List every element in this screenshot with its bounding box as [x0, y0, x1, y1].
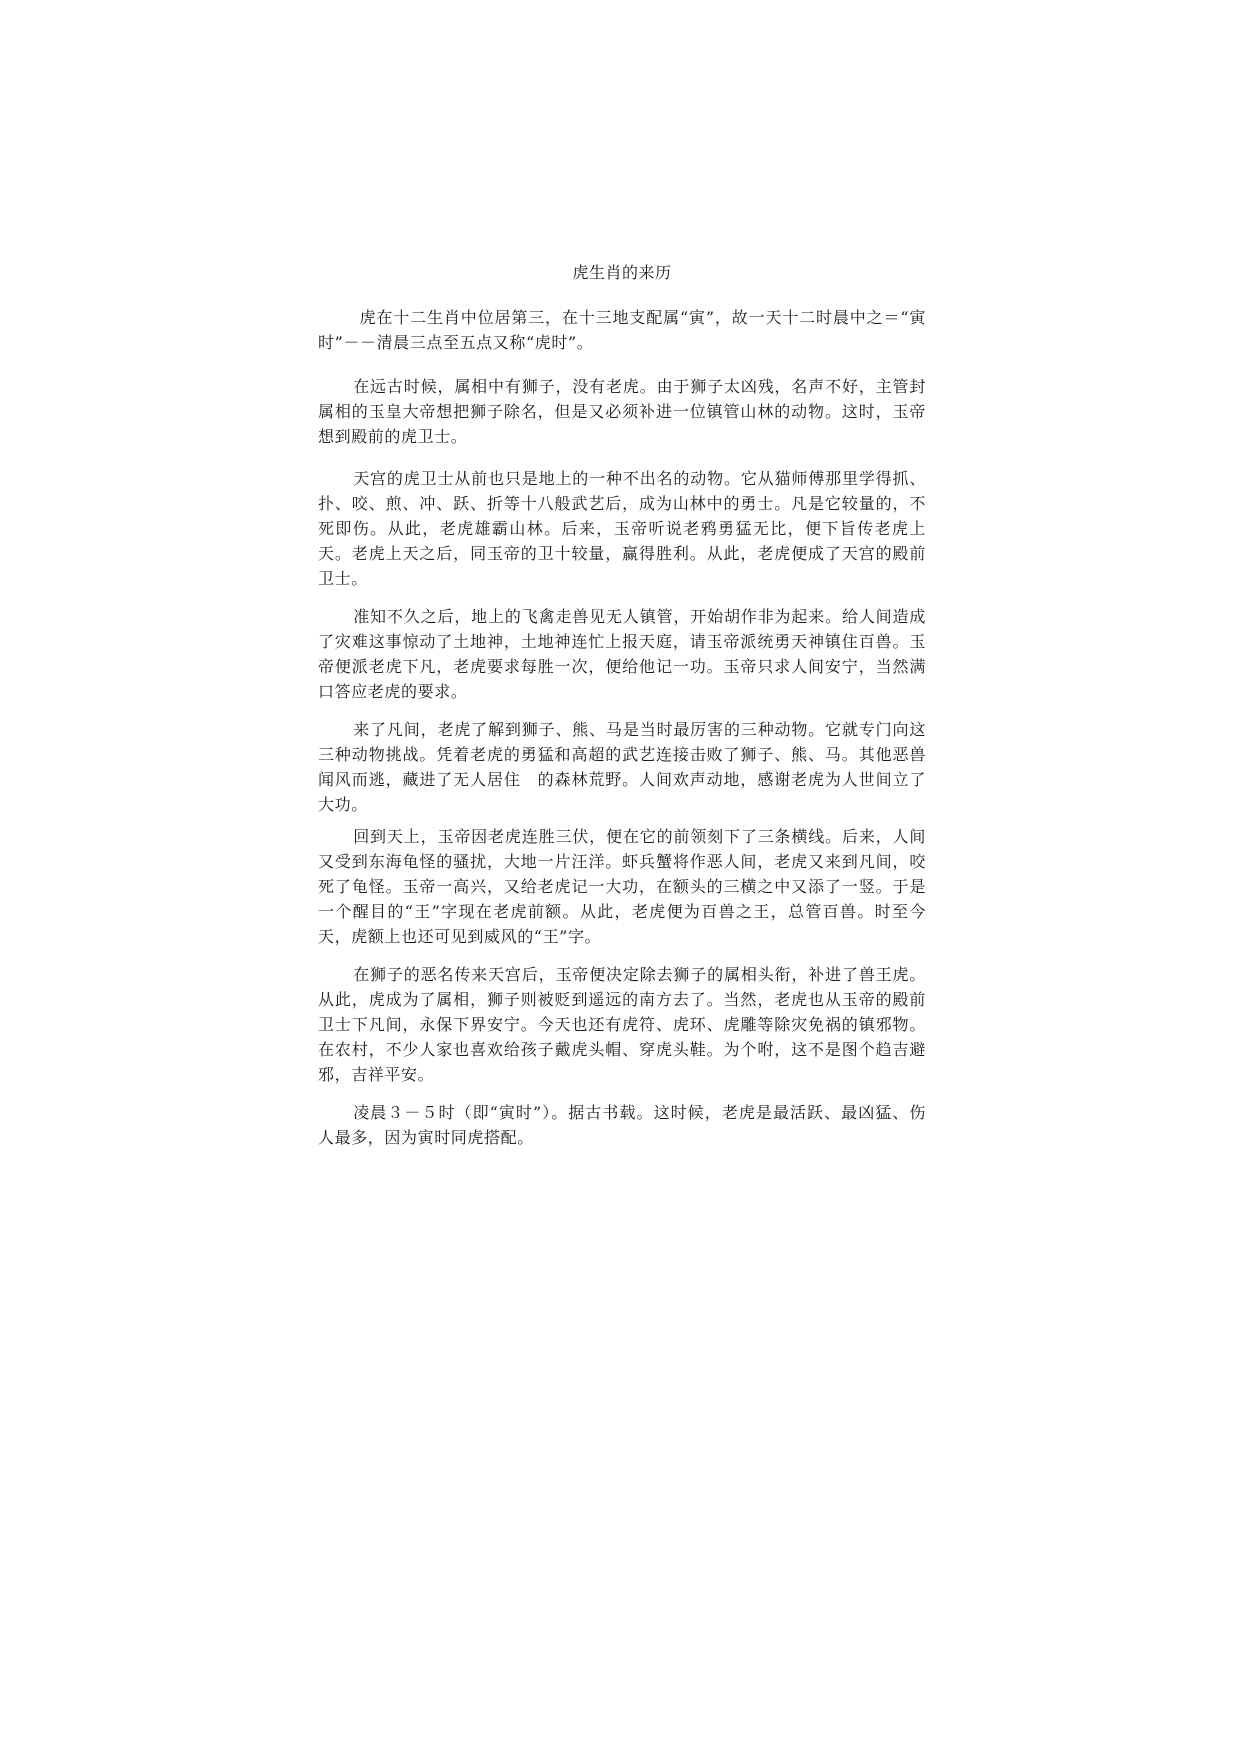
document-title: 虎生肖的来历 [572, 263, 672, 282]
paragraph-6: 回到天上，玉帝因老虎连胜三伏，便在它的前领刻下了三条横线。后来，人间又受到东海龟怪的骚扰，大地一片汪洋。虾兵蟹将作恶人间，老虎又来到凡间，咬死了龟怪。玉帝一高兴，又给老虎记一大功，在额头的三横之中又添了一竖。于是一个醒目的“王”字现在老虎前额。从此，老虎便为百兽之王，总管百兽。时至今天，虎额上也还可见到威风的“王”字。 [318, 827, 926, 946]
paragraph-3: 天宫的虎卫士从前也只是地上的一种不出名的动物。它从猫师傅那里学得抓、扑、咬、煎、冲、跃、折等十八般武艺后，成为山林中的勇士。凡是它较量的，不死即伤。从此，老虎雄霸山林。后来，玉帝听说老鸦勇猛无比，便下旨传老虎上天。老虎上天之后，同玉帝的卫十较量，赢得胜利。从此，老虎便成了天宫的殿前卫士。 [318, 469, 926, 588]
paragraph-8: 凌晨３－５时（即“寅时”）。据古书载。这时候，老虎是最活跃、最凶猛、伤人最多，因为寅时同虎搭配。 [318, 1103, 926, 1147]
paragraph-5: 来了凡间，老虎了解到狮子、熊、马是当时最厉害的三种动物。它就专门向这三种动物挑战。凭着老虎的勇猛和高超的武艺连接击败了狮子、熊、马。其他恶兽闻风而逃，藏进了无人居住 的森林荒野。人间欢声动地，感谢老虎为人世间立了大功。 [318, 720, 926, 814]
paragraph-7: 在狮子的恶名传来天宫后，玉帝便决定除去狮子的属相头衔，补进了兽王虎。从此，虎成为了属相，狮子则被贬到遥远的南方去了。当然，老虎也从玉帝的殿前卫士下凡间，永保下界安宁。今天也还有虎符、虎环、虎雕等除灾免祸的镇邪物。在农村，不少人家也喜欢给孩子戴虎头帽、穿虎头鞋。为个咐，这不是图个趋吉避邪，吉祥平安。 [318, 965, 926, 1084]
paragraph-4: 准知不久之后，地上的飞禽走兽见无人镇管，开始胡作非为起来。给人间造成了灾难这事惊动了土地神，土地神连忙上报天庭，请玉帝派统勇天神镇住百兽。玉帝便派老虎下凡，老虎要求每胜一次，便给他记一功。玉帝只求人间安宁，当然满口答应老虎的要求。 [318, 607, 926, 701]
paragraph-2: 在远古时候，属相中有狮子，没有老虎。由于狮子太凶残，名声不好，主管封属相的玉皇大帝想把狮子除名，但是又必须补进一位镇管山林的动物。这时，玉帝想到殿前的虎卫士。 [318, 377, 926, 446]
paragraph-1: 虎在十二生肖中位居第三，在十三地支配属“寅”，故一天十二时晨中之＝“寅时”－－清晨三点至五点又称“虎时”。 [318, 308, 926, 352]
